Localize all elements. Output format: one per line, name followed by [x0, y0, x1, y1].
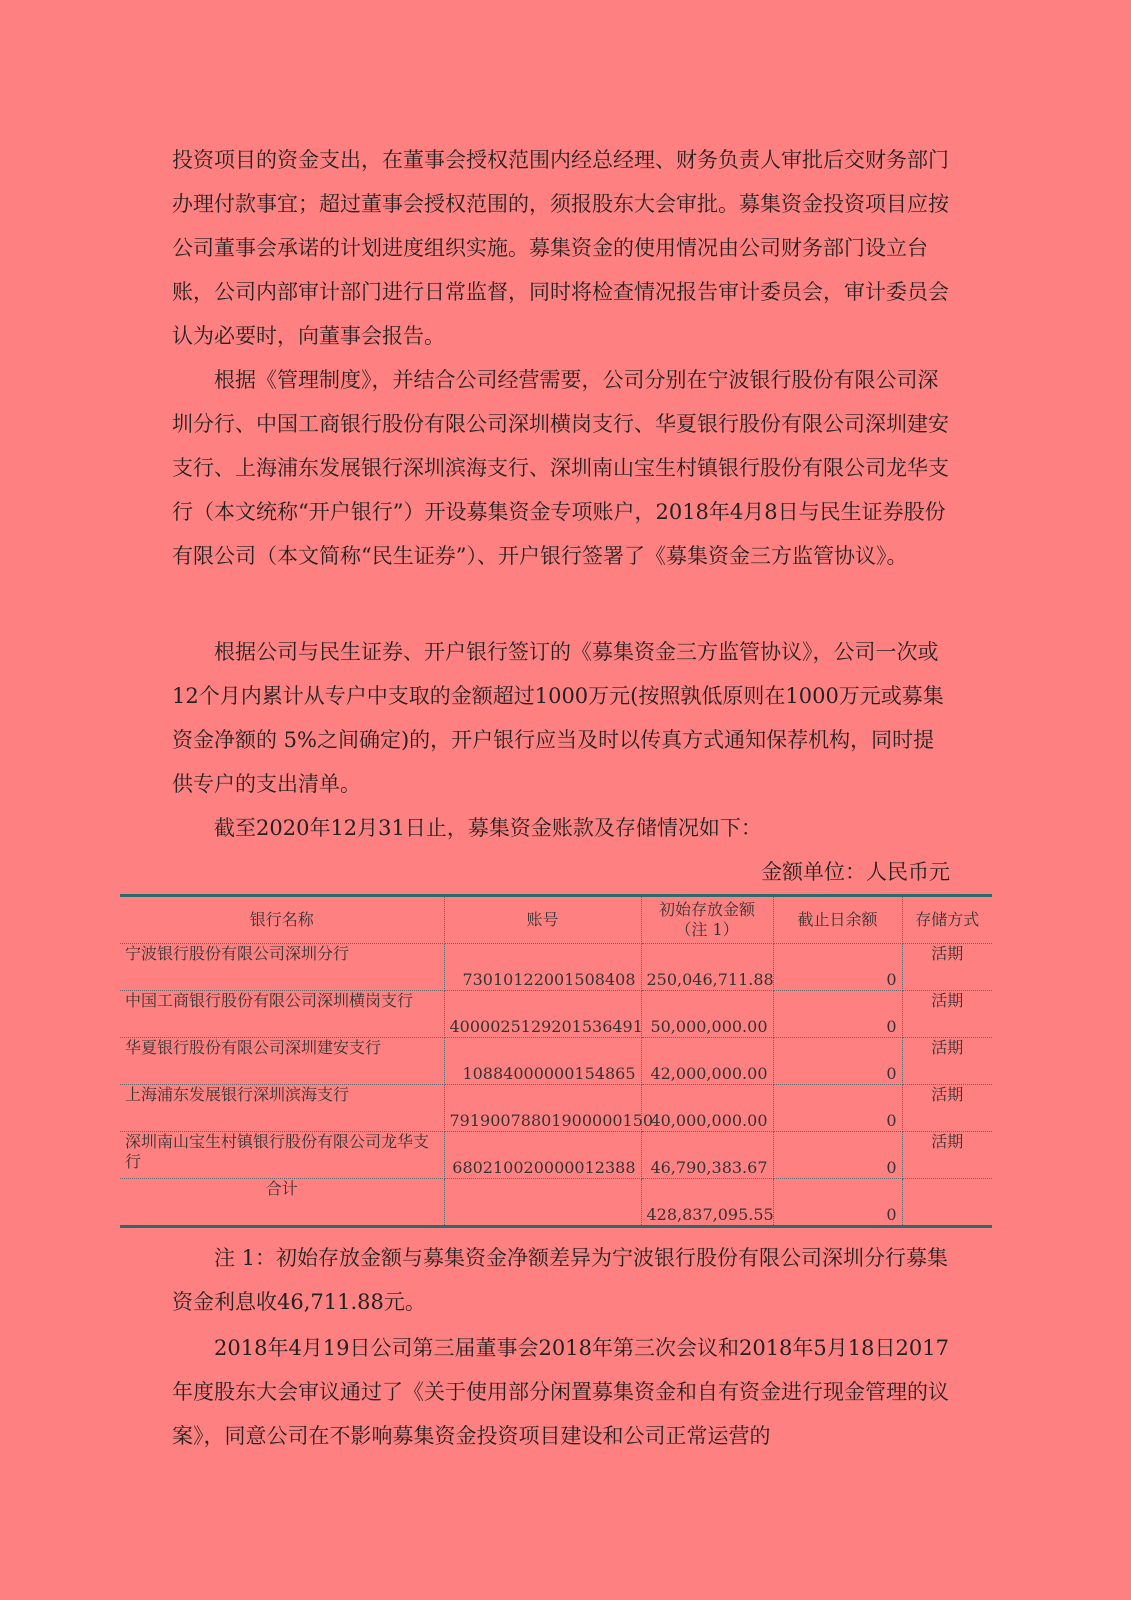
cell-total-label: 合计: [120, 1179, 444, 1227]
cell-initial-amount: 250,046,711.88: [641, 944, 773, 991]
cell-balance: 0: [773, 1085, 902, 1132]
cell-storage: 活期: [902, 1132, 992, 1179]
header-balance: 截止日余额: [773, 896, 902, 944]
paragraph-text: 根据公司与民生证券、开户银行签订的《募集资金三方监管协议》，公司一次或12个月内累计从专户中支取的金额超过1000万元(按照孰低原则在1000万元或募集资金净额的 5%之间确定)的，开户银行应当及时以传真方式通知保荐机构，同时提供专户的支出清单。: [172, 640, 944, 796]
cell-account: 10884000000154865: [444, 1038, 641, 1085]
table-row: [120, 991, 992, 1038]
table-total-row: [120, 1179, 992, 1227]
deposit-table: [120, 894, 992, 1228]
cell-bank-name: 中国工商银行股份有限公司深圳横岗支行: [120, 991, 444, 1038]
paragraph-text: 根据《管理制度》，并结合公司经营需要，公司分别在宁波银行股份有限公司深圳分行、中国工商银行股份有限公司深圳横岗支行、华夏银行股份有限公司深圳建安支行、上海浦东发展银行深圳滨海支行、深圳南山宝生村镇银行股份有限公司龙华支行（本文统称“开户银行”）开设募集资金专项账户，2018年4月8日与民生证券股份有限公司（本文简称“民生证券”）、开户银行签署了《募集资金三方监管协议》。: [172, 368, 949, 568]
cell-initial-amount: 40,000,000.00: [641, 1085, 773, 1132]
cell-total-storage: [902, 1179, 992, 1227]
amount-unit-text: 金额单位：人民币元: [761, 860, 950, 884]
cell-account: 79190078801900000150: [444, 1085, 641, 1132]
cell-bank-name: 华夏银行股份有限公司深圳建安支行: [120, 1038, 444, 1085]
cell-storage: 活期: [902, 991, 992, 1038]
cell-bank-name: 上海浦东发展银行深圳滨海支行: [120, 1085, 444, 1132]
cell-storage: 活期: [902, 1038, 992, 1085]
paragraph-text: 注 1：初始存放金额与募集资金净额差异为宁波银行股份有限公司深圳分行募集资金利息收46,711.88元。: [172, 1246, 949, 1314]
cell-balance: 0: [773, 991, 902, 1038]
header-initial-label: 初始存放金额: [658, 900, 755, 919]
cell-initial-amount: 42,000,000.00: [641, 1038, 773, 1085]
paragraph-accounts: [172, 358, 950, 578]
cell-account: 4000025129201536491: [444, 991, 641, 1038]
table-row: [120, 1085, 992, 1132]
cell-initial-amount: 50,000,000.00: [641, 991, 773, 1038]
header-bank-name: 银行名称: [120, 896, 444, 944]
table-row: [120, 1132, 992, 1179]
table-header-row: [120, 896, 992, 944]
paragraph-agreement: [172, 630, 950, 806]
cell-total-balance: 0: [773, 1179, 902, 1227]
cell-storage: 活期: [902, 1085, 992, 1132]
cell-initial-amount: 46,790,383.67: [641, 1132, 773, 1179]
table-row: [120, 944, 992, 991]
cell-balance: 0: [773, 1132, 902, 1179]
cell-total-account: [444, 1179, 641, 1227]
cell-balance: 0: [773, 944, 902, 991]
paragraph-note: [172, 1236, 950, 1324]
paragraph-deposit-intro: [172, 806, 950, 850]
cell-account: 680210020000012388: [444, 1132, 641, 1179]
cell-account: 73010122001508408: [444, 944, 641, 991]
header-storage: 存储方式: [902, 896, 992, 944]
amount-unit: [172, 850, 950, 894]
table-row: [120, 1038, 992, 1085]
cell-balance: 0: [773, 1038, 902, 1085]
header-initial-amount: [641, 896, 773, 944]
paragraph-cash-management: [172, 1326, 950, 1458]
cell-bank-name: 深圳南山宝生村镇银行股份有限公司龙华支行: [120, 1132, 444, 1179]
paragraph-fund-usage: [172, 138, 950, 358]
header-initial-note: （注 1）: [675, 920, 739, 939]
cell-storage: 活期: [902, 944, 992, 991]
cell-bank-name: 宁波银行股份有限公司深圳分行: [120, 944, 444, 991]
header-account: 账号: [444, 896, 641, 944]
paragraph-text: 投资项目的资金支出，在董事会授权范围内经总经理、财务负责人审批后交财务部门办理付款事宜；超过董事会授权范围的，须报股东大会审批。募集资金投资项目应按公司董事会承诺的计划进度组织实施。募集资金的使用情况由公司财务部门设立台账，公司内部审计部门进行日常监督，同时将检查情况报告审计委员会，审计委员会认为必要时，向董事会报告。: [172, 148, 949, 348]
paragraph-text: 2018年4月19日公司第三届董事会2018年第三次会议和2018年5月18日2017年度股东大会审议通过了《关于使用部分闲置募集资金和自有资金进行现金管理的议案》，同意公司在不影响募集资金投资项目建设和公司正常运营的: [172, 1336, 949, 1448]
cell-total-initial: 428,837,095.55: [641, 1179, 773, 1227]
paragraph-text: 截至2020年12月31日止，募集资金账款及存储情况如下：: [214, 816, 762, 840]
